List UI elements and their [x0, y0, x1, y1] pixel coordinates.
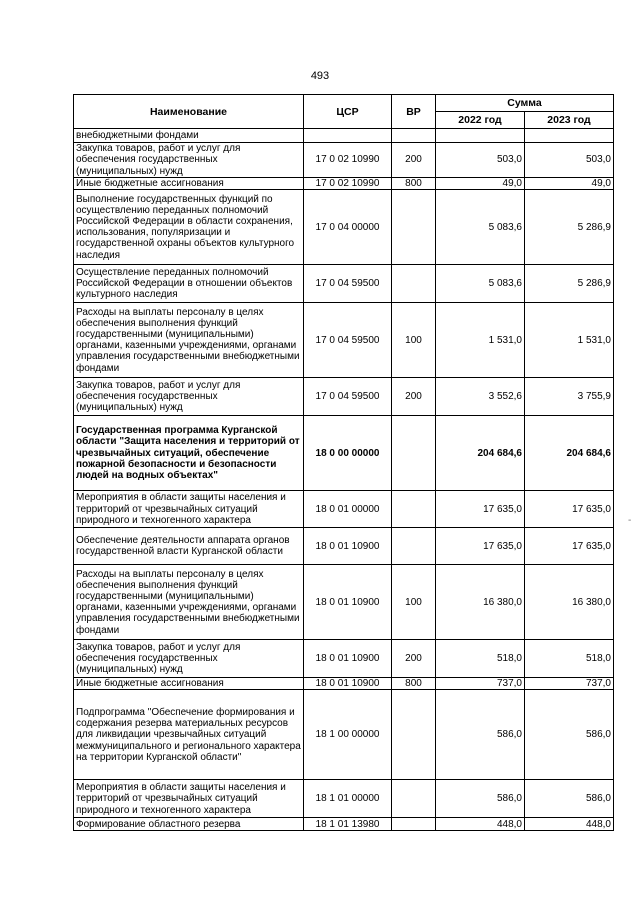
row-vr: 800: [392, 178, 436, 190]
table-row: [74, 416, 614, 491]
row-name: Иные бюджетные ассигнования: [74, 678, 304, 690]
row-vr: [392, 416, 436, 491]
row-sum-2023: 737,0: [525, 678, 614, 690]
table-row: [74, 378, 614, 416]
row-sum-2023: 16 380,0: [525, 565, 614, 640]
row-sum-2022: 737,0: [436, 678, 525, 690]
row-csr: 18 0 01 10900: [304, 565, 392, 640]
row-csr: 18 0 01 10900: [304, 678, 392, 690]
table-row: [74, 178, 614, 190]
row-name: Закупка товаров, работ и услуг для обеспечения государственных (муниципальных) нужд: [74, 640, 304, 678]
header-csr: ЦСР: [304, 95, 392, 129]
row-sum-2023: 518,0: [525, 640, 614, 678]
row-sum-2022: 17 635,0: [436, 491, 525, 528]
row-sum-2023: 503,0: [525, 143, 614, 178]
row-sum-2023: 3 755,9: [525, 378, 614, 416]
table-row: [74, 640, 614, 678]
table-row: [74, 818, 614, 831]
row-sum-2023: 448,0: [525, 818, 614, 831]
margin-mark: -: [628, 515, 632, 526]
budget-table: [73, 94, 614, 831]
header-year-2022: 2022 год: [436, 112, 525, 129]
row-sum-2023: 204 684,6: [525, 416, 614, 491]
row-vr: [392, 129, 436, 143]
row-sum-2022: 204 684,6: [436, 416, 525, 491]
table-row: [74, 528, 614, 565]
table-body: [74, 129, 614, 831]
row-name: Закупка товаров, работ и услуг для обеспечения государственных (муниципальных) нужд: [74, 143, 304, 178]
row-sum-2022: 586,0: [436, 780, 525, 818]
row-csr: 17 0 02 10990: [304, 143, 392, 178]
row-sum-2023: 49,0: [525, 178, 614, 190]
row-name: Расходы на выплаты персоналу в целях обеспечения выполнения функций государственными (муниципальными) органами, казенными учреждениями, органами управления государственными внебюджетными фондами: [74, 565, 304, 640]
row-csr: 18 1 00 00000: [304, 690, 392, 780]
row-csr: 18 0 01 00000: [304, 491, 392, 528]
header-sum: Сумма: [436, 95, 614, 112]
table-row: [74, 780, 614, 818]
row-sum-2022: 5 083,6: [436, 190, 525, 265]
row-name: Мероприятия в области защиты населения и территорий от чрезвычайных ситуаций природного и техногенного характера: [74, 491, 304, 528]
header-name: Наименование: [74, 95, 304, 129]
row-csr: 18 0 01 10900: [304, 528, 392, 565]
row-vr: 200: [392, 143, 436, 178]
row-sum-2023: 5 286,9: [525, 190, 614, 265]
table-row: [74, 303, 614, 378]
row-name: Выполнение государственных функций по осуществлению переданных полномочий Российской Федерации в области сохранения, использования, популяризации и государственной охраны объектов культурного наследия: [74, 190, 304, 265]
row-csr: 17 0 04 59500: [304, 378, 392, 416]
row-vr: 800: [392, 678, 436, 690]
page-number: 493: [310, 70, 330, 82]
row-name: Закупка товаров, работ и услуг для обеспечения государственных (муниципальных) нужд: [74, 378, 304, 416]
row-csr: 17 0 04 59500: [304, 265, 392, 303]
row-name: Осуществление переданных полномочий Российской Федерации в отношении объектов культурного наследия: [74, 265, 304, 303]
row-sum-2022: 503,0: [436, 143, 525, 178]
row-sum-2022: 1 531,0: [436, 303, 525, 378]
row-csr: 18 0 01 10900: [304, 640, 392, 678]
row-name: Расходы на выплаты персоналу в целях обеспечения выполнения функций государственными (муниципальными) органами, казенными учреждениями, органами управления государственными внебюджетными фондами: [74, 303, 304, 378]
row-csr: 17 0 04 59500: [304, 303, 392, 378]
row-vr: 200: [392, 640, 436, 678]
table-row: [74, 190, 614, 265]
row-name: Обеспечение деятельности аппарата органов государственной власти Курганской области: [74, 528, 304, 565]
row-sum-2023: [525, 129, 614, 143]
header-vr: ВР: [392, 95, 436, 129]
row-vr: 100: [392, 303, 436, 378]
row-vr: 200: [392, 378, 436, 416]
row-vr: [392, 818, 436, 831]
table-row: [74, 265, 614, 303]
row-sum-2023: 17 635,0: [525, 491, 614, 528]
row-vr: [392, 190, 436, 265]
row-name: Государственная программа Курганской области "Защита населения и территорий от чрезвычайных ситуаций, обеспечение пожарной безопасности и безопасности людей на водных объектах": [74, 416, 304, 491]
table-row: [74, 565, 614, 640]
row-csr: [304, 129, 392, 143]
header-year-2023: 2023 год: [525, 112, 614, 129]
row-vr: 100: [392, 565, 436, 640]
row-sum-2022: 586,0: [436, 690, 525, 780]
table-row: [74, 129, 614, 143]
row-sum-2022: 448,0: [436, 818, 525, 831]
row-name: Иные бюджетные ассигнования: [74, 178, 304, 190]
row-sum-2023: 5 286,9: [525, 265, 614, 303]
row-name: Формирование областного резерва: [74, 818, 304, 831]
row-sum-2023: 586,0: [525, 690, 614, 780]
table-row: [74, 491, 614, 528]
row-sum-2022: [436, 129, 525, 143]
row-vr: [392, 528, 436, 565]
row-sum-2022: 3 552,6: [436, 378, 525, 416]
row-name: Подпрограмма "Обеспечение формирования и содержания резерва материальных ресурсов для ликвидации чрезвычайных ситуаций межмуниципального и регионального характера на территории Курганской области": [74, 690, 304, 780]
row-csr: 18 0 00 00000: [304, 416, 392, 491]
table-row: [74, 678, 614, 690]
row-sum-2023: 17 635,0: [525, 528, 614, 565]
row-csr: 18 1 01 13980: [304, 818, 392, 831]
row-csr: 18 1 01 00000: [304, 780, 392, 818]
table-row: [74, 690, 614, 780]
row-sum-2022: 5 083,6: [436, 265, 525, 303]
table-row: [74, 143, 614, 178]
row-csr: 17 0 04 00000: [304, 190, 392, 265]
row-sum-2022: 49,0: [436, 178, 525, 190]
row-sum-2023: 1 531,0: [525, 303, 614, 378]
row-name: Мероприятия в области защиты населения и территорий от чрезвычайных ситуаций природного и техногенного характера: [74, 780, 304, 818]
row-csr: 17 0 02 10990: [304, 178, 392, 190]
row-name: внебюджетными фондами: [74, 129, 304, 143]
row-vr: [392, 265, 436, 303]
row-sum-2022: 16 380,0: [436, 565, 525, 640]
row-sum-2022: 518,0: [436, 640, 525, 678]
row-sum-2023: 586,0: [525, 780, 614, 818]
row-vr: [392, 780, 436, 818]
row-vr: [392, 690, 436, 780]
row-vr: [392, 491, 436, 528]
row-sum-2022: 17 635,0: [436, 528, 525, 565]
